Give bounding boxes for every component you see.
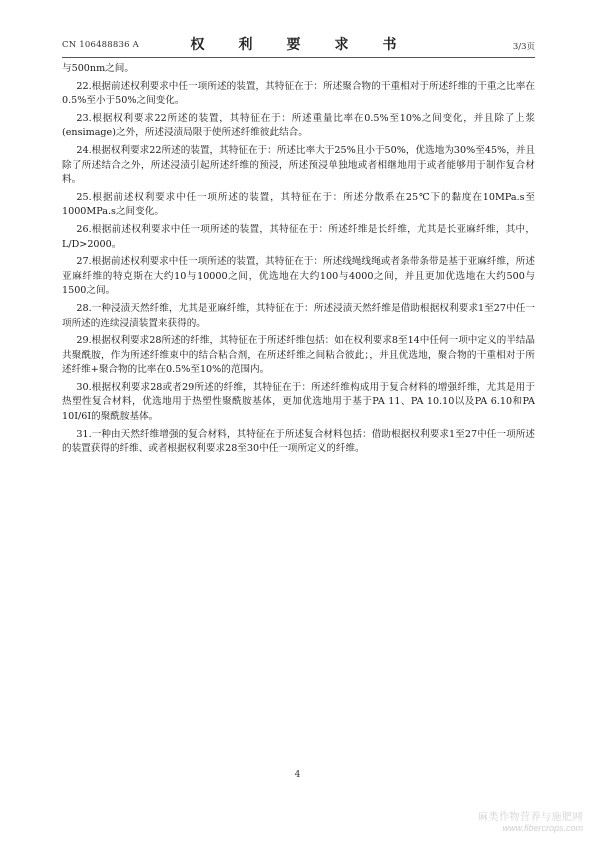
claim-26: 26.根据前述权利要求中任一项所述的装置，其特征在于：所述纤维是长纤维，尤其是长亚麻纤维，其中，L/D>2000。 — [62, 223, 535, 250]
claim-22: 22.根据前述权利要求中任一项所述的装置，其特征在于：所述聚合物的干重相对于所述纤维的干重之比率在0.5%至小于50%之间变化。 — [62, 80, 535, 107]
claim-31: 31.一种由天然纤维增强的复合材料，其特征在于所述复合材料包括：借助根据权利要求1至27中任一项所述的装置获得的纤维、或者根据权利要求28至30中任一项所定义的纤维。 — [62, 428, 535, 455]
publication-number: CN 106488836 A — [62, 40, 139, 50]
page-reference: 3/3页 — [512, 42, 535, 52]
claim-30: 30.根据权利要求28或者29所述的纤维，其特征在于：所述纤维构成用于复合材料的增强纤维，尤其是用于热塑性复合材料，优选地用于热塑性聚酰胺基体，更加优选地用于基于PA 11、PA 10.10以及PA 6.10和PA 10I/6I的聚酰胺基体。 — [62, 381, 535, 423]
site-watermark — [478, 808, 583, 833]
header-divider — [62, 57, 535, 58]
claim-27: 27.根据前述权利要求中任一项所述的装置，其特征在于：所述线绳线绳或者条带条带是基于亚麻纤维，所述亚麻纤维的特克斯在大约10与10000之间，优选地在大约100与4000之间，并且更加优选地在大约500与1500之间。 — [62, 256, 535, 297]
watermark-site-name: 麻类作物营养与施肥网 — [478, 812, 583, 823]
claim-29: 29.根据权利要求28所述的纤维，其特征在于所述纤维包括：如在权利要求8至14中任何一项中定义的半结晶共聚酰胺，作为所述纤维束中的结合粘合剂，在所述纤维之间粘合彼此；，并且优选地，聚合物的干重相对于所述纤维+聚合物的比率在0.5%至10%的范围内。 — [62, 335, 535, 376]
page-header — [62, 30, 535, 56]
claim-continuation: 与500nm之间。 — [62, 63, 134, 74]
claim-24: 24.根据权利要求22所述的装置，其特征在于：所述比率大于25%且小于50%，优选地为30%至45%，并且除了所述结合之外，所述浸渍引起所述纤维的预浸，所述预浸单独地或者相继地用于或者能够用于制作复合材料。 — [62, 144, 535, 186]
claims-body — [62, 62, 535, 460]
watermark-url: www.fibercrops.com — [502, 823, 583, 833]
claim-23: 23.根据权利要求22所述的装置，其特征在于：所述重量比率在0.5%至10%之间变化，并且除了上浆(ensimage)之外，所述浸渍局限于使所述纤维彼此结合。 — [62, 112, 535, 139]
claim-25: 25.根据前述权利要求中任一项所述的装置，其特征在于：所述分散系在25℃下的黏度在10MPa.s至1000MPa.s之间变化。 — [62, 191, 535, 218]
claim-28: 28.一种浸渍天然纤维，尤其是亚麻纤维，其特征在于：所述浸渍天然纤维是借助根据权利要求1至27中任一项所述的连续浸渍装置来获得的。 — [62, 302, 535, 329]
page-number: 4 — [294, 770, 301, 780]
document-title: 权 利 要 求 书 — [190, 37, 407, 53]
